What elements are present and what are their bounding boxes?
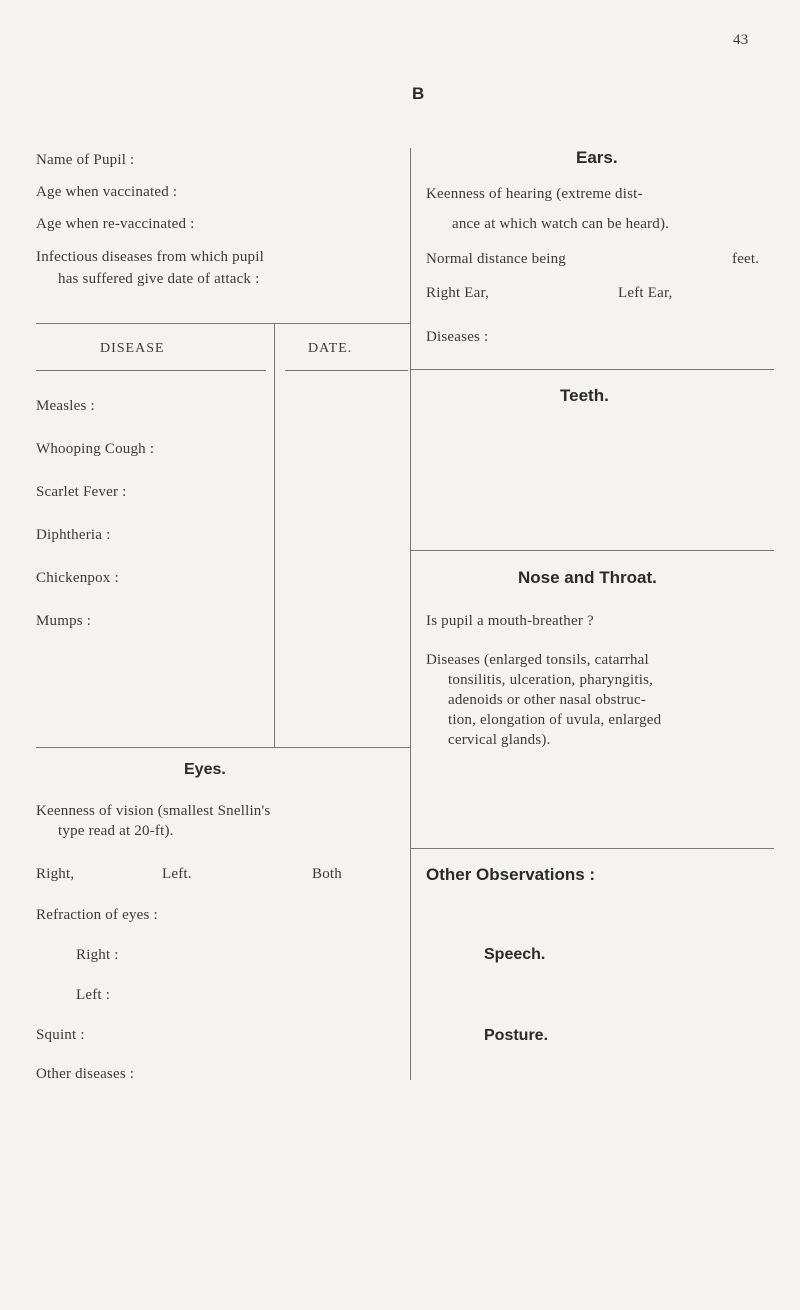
- normal-distance-label: Normal distance being: [426, 251, 566, 267]
- ears-bottom-rule: [410, 369, 774, 370]
- ears-keenness-label: Keenness of hearing (extreme dist-: [426, 186, 643, 202]
- ears-keenness-label-cont: ance at which watch can be heard).: [452, 216, 670, 232]
- refraction-label: Refraction of eyes :: [36, 907, 158, 923]
- disease-column-header: DISEASE: [100, 341, 165, 356]
- infectious-diseases-label: Infectious diseases from which pupil: [36, 249, 264, 265]
- nose-throat-title: Nose and Throat.: [518, 568, 657, 587]
- column-divider: [410, 148, 411, 1080]
- refraction-right-label: Right :: [76, 947, 119, 963]
- disease-row-chickenpox: Chickenpox :: [36, 570, 119, 586]
- eyes-left-label: Left.: [162, 866, 192, 882]
- table-header-rule-right: [285, 370, 408, 371]
- table-header-rule-left: [36, 370, 266, 371]
- nose-throat-diseases-label: Diseases (enlarged tonsils, catarrhal: [426, 652, 649, 668]
- section-letter: B: [412, 84, 425, 103]
- age-vaccinated-label: Age when vaccinated :: [36, 184, 178, 200]
- ears-title: Ears.: [576, 148, 618, 167]
- eyes-keenness-label: Keenness of vision (smallest Snellin's: [36, 803, 271, 819]
- nose-throat-diseases-label-3: adenoids or other nasal obstruc-: [448, 692, 647, 708]
- disease-row-measles: Measles :: [36, 398, 95, 414]
- posture-label: Posture.: [484, 1027, 549, 1044]
- ear-diseases-label: Diseases :: [426, 329, 489, 345]
- refraction-left-label: Left :: [76, 987, 111, 1003]
- table-column-divider: [274, 323, 275, 748]
- table-top-rule: [36, 323, 410, 324]
- table-bottom-rule: [36, 747, 410, 748]
- nose-throat-diseases-label-4: tion, elongation of uvula, enlarged: [448, 712, 662, 728]
- teeth-bottom-rule: [410, 550, 774, 551]
- left-ear-label: Left Ear,: [618, 285, 673, 301]
- infectious-diseases-label-cont: has suffered give date of attack :: [58, 271, 260, 287]
- other-eye-diseases-label: Other diseases :: [36, 1066, 135, 1082]
- speech-label: Speech.: [484, 946, 546, 963]
- page-number: 43: [733, 32, 749, 48]
- name-of-pupil-label: Name of Pupil :: [36, 152, 135, 168]
- disease-row-mumps: Mumps :: [36, 613, 92, 629]
- right-ear-label: Right Ear,: [426, 285, 490, 301]
- disease-row-diphtheria: Diphtheria :: [36, 527, 111, 543]
- eyes-both-label: Both: [312, 866, 342, 882]
- other-observations-title: Other Observations :: [426, 865, 596, 884]
- nose-throat-bottom-rule: [410, 848, 774, 849]
- feet-label: feet.: [732, 251, 760, 267]
- mouth-breather-label: Is pupil a mouth-breather ?: [426, 613, 594, 629]
- age-revaccinated-label: Age when re-vaccinated :: [36, 216, 195, 232]
- eyes-keenness-label-cont: type read at 20-ft).: [58, 823, 174, 839]
- nose-throat-diseases-label-5: cervical glands).: [448, 732, 551, 748]
- disease-row-whooping-cough: Whooping Cough :: [36, 441, 155, 457]
- date-column-header: DATE.: [308, 341, 353, 356]
- squint-label: Squint :: [36, 1027, 85, 1043]
- disease-row-scarlet-fever: Scarlet Fever :: [36, 484, 127, 500]
- eyes-title: Eyes.: [184, 761, 226, 778]
- teeth-title: Teeth.: [560, 386, 609, 405]
- eyes-right-label: Right,: [36, 866, 75, 882]
- nose-throat-diseases-label-2: tonsilitis, ulceration, pharyngitis,: [448, 672, 654, 688]
